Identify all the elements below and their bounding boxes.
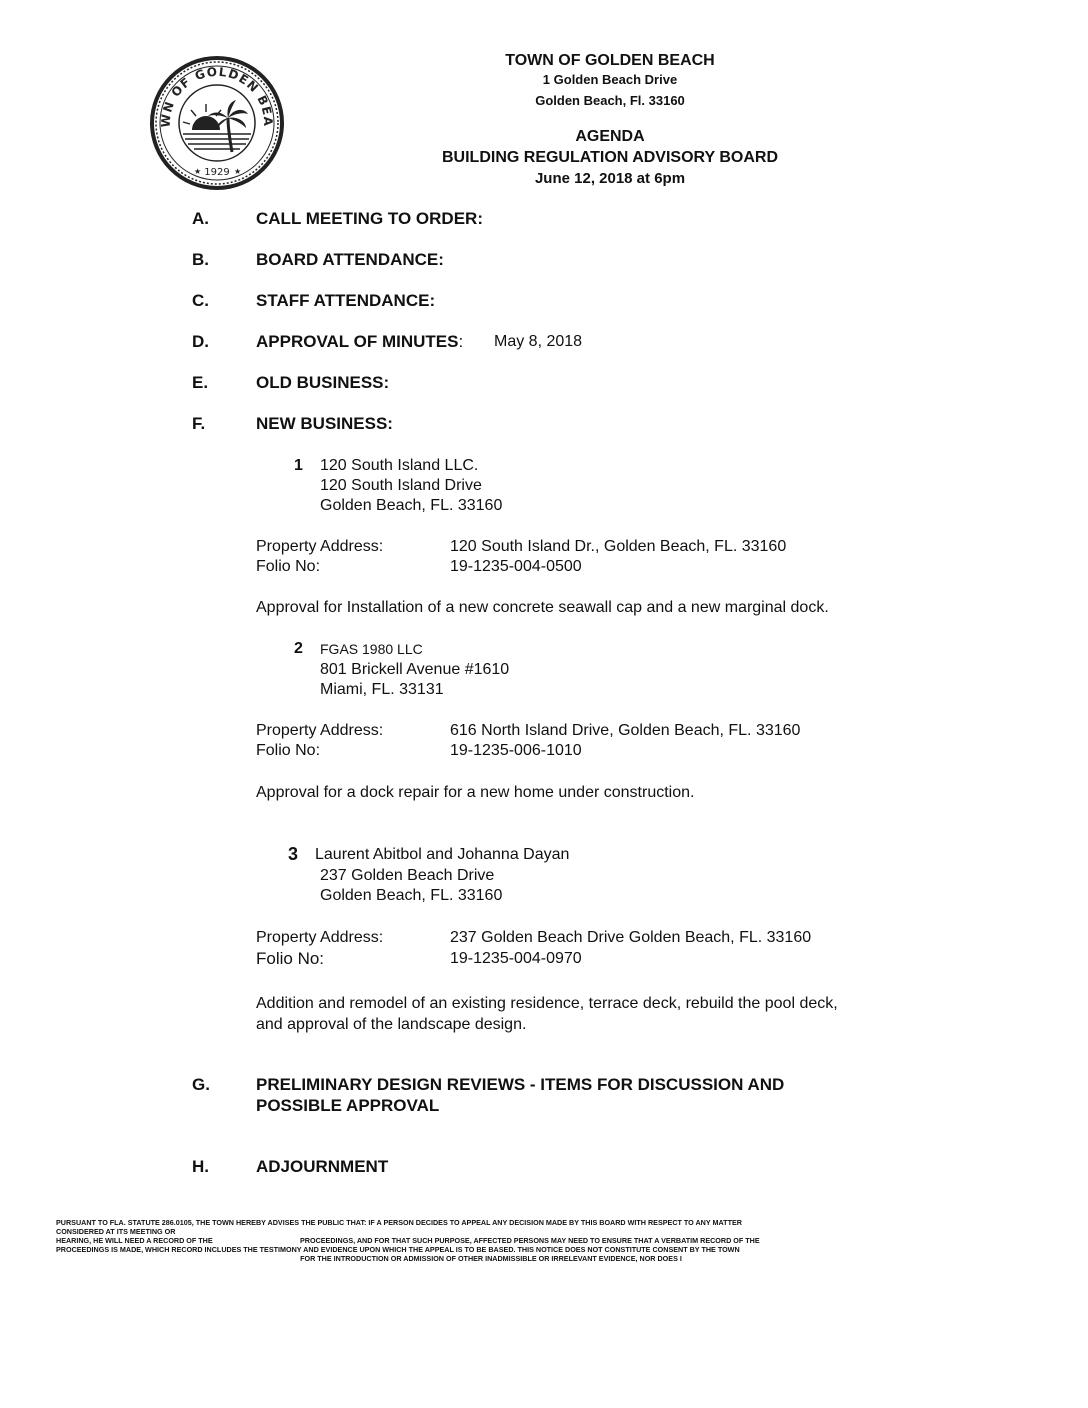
legal-notice-line3a: HEARING, HE WILL NEED A RECORD OF THE: [56, 1236, 213, 1245]
agenda-title: AGENDA: [575, 128, 645, 145]
section-h-letter: H.: [192, 1157, 209, 1176]
item-2-folio-label: Folio No:: [256, 742, 321, 759]
item-2-property-address: 616 North Island Drive, Golden Beach, FL. 33160: [450, 722, 801, 739]
item-1-folio-label: Folio No:: [256, 558, 321, 575]
item-1-owner-street: 120 South Island Drive: [320, 477, 482, 494]
section-g-title-line1: PRELIMINARY DESIGN REVIEWS - ITEMS FOR DISCUSSION AND: [256, 1075, 785, 1094]
item-1-description: Approval for Installation of a new concrete seawall cap and a new marginal dock.: [256, 599, 829, 616]
town-seal-graphic: [148, 54, 286, 192]
section-g-title-line2: POSSIBLE APPROVAL: [256, 1096, 440, 1115]
section-b-letter: B.: [192, 250, 209, 269]
legal-notice-line3b: PROCEEDINGS, AND FOR THAT SUCH PURPOSE, AFFECTED PERSONS MAY NEED TO ENSURE THAT A VERBATIM RECORD OF THE: [300, 1236, 760, 1245]
section-c-title: STAFF ATTENDANCE:: [256, 291, 436, 310]
item-2-folio-number: 19-1235-006-1010: [450, 742, 582, 759]
section-f-letter: F.: [192, 414, 206, 433]
item-3-property-address: 237 Golden Beach Drive Golden Beach, FL. 33160: [450, 929, 812, 946]
item-2-owner: FGAS 1980 LLC: [320, 641, 423, 657]
section-d-letter: D.: [192, 332, 209, 351]
section-a-letter: A.: [192, 209, 209, 228]
item-2-owner-street: 801 Brickell Avenue #1610: [320, 661, 510, 678]
item-1-property-label: Property Address:: [256, 538, 384, 555]
item-1-owner: 120 South Island LLC.: [320, 457, 479, 474]
section-d-colon: :: [458, 332, 464, 351]
item-3-owner: Laurent Abitbol and Johanna Dayan: [315, 846, 570, 863]
svg-text:★: ★: [234, 167, 242, 176]
town-city: Golden Beach, Fl. 33160: [535, 93, 685, 108]
town-street: 1 Golden Beach Drive: [542, 72, 678, 87]
town-name: TOWN OF GOLDEN BEACH: [505, 52, 715, 69]
section-c-letter: C.: [192, 291, 209, 310]
item-3-description-line1: Addition and remodel of an existing residence, terrace deck, rebuild the pool deck,: [256, 995, 838, 1012]
section-d-title: APPROVAL OF MINUTES: [256, 332, 459, 351]
item-3-number: 3: [288, 844, 299, 864]
board-name: BUILDING REGULATION ADVISORY BOARD: [441, 149, 778, 166]
item-3-folio-label: Folio No:: [256, 949, 325, 968]
meeting-date: June 12, 2018 at 6pm: [534, 170, 686, 187]
legal-notice-line4: PROCEEDINGS IS MADE, WHICH RECORD INCLUDES THE TESTIMONY AND EVIDENCE UPON WHICH THE APPEAL IS TO BE BASED. THIS NOTICE DOES NOT CONSTITUTE CONSENT BY THE TOWN: [56, 1245, 740, 1254]
item-1-folio-number: 19-1235-004-0500: [450, 558, 582, 575]
seal-text: WN OF GOLDEN BEA: [158, 64, 276, 128]
svg-text:★: ★: [194, 167, 202, 176]
item-2-number: 2: [294, 640, 303, 657]
section-f-title: NEW BUSINESS:: [256, 414, 393, 433]
minutes-date: May 8, 2018: [494, 333, 583, 350]
section-g-letter: G.: [192, 1075, 210, 1094]
item-1-property-address: 120 South Island Dr., Golden Beach, FL. 33160: [450, 538, 787, 555]
item-1-number: 1: [294, 457, 303, 474]
item-3-property-label: Property Address:: [256, 929, 384, 946]
item-3-description-line2: and approval of the landscape design.: [256, 1016, 527, 1033]
item-2-description: Approval for a dock repair for a new home under construction.: [256, 784, 695, 801]
item-2-owner-city: Miami, FL. 33131: [320, 681, 444, 698]
legal-notice-line1: PURSUANT TO FLA. STATUTE 286.0105, THE TOWN HEREBY ADVISES THE PUBLIC THAT: IF A PERSON DECIDES TO APPEAL ANY DECISION MADE BY THIS BOARD WITH RESPECT TO ANY MATTER: [56, 1218, 742, 1227]
town-seal: [148, 54, 286, 192]
section-a-title: CALL MEETING TO ORDER:: [256, 209, 483, 228]
legal-notice-line5: FOR THE INTRODUCTION OR ADMISSION OF OTHER INADMISSIBLE OR IRRELEVANT EVIDENCE, NOR DOES I: [300, 1254, 682, 1263]
section-e-title: OLD BUSINESS:: [256, 373, 390, 392]
item-3-owner-street: 237 Golden Beach Drive: [320, 867, 495, 884]
item-2-property-label: Property Address:: [256, 722, 384, 739]
section-d-row: [256, 332, 463, 352]
item-3-folio-number: 19-1235-004-0970: [450, 950, 582, 967]
section-b-title: BOARD ATTENDANCE:: [256, 250, 444, 269]
section-h-title: ADJOURNMENT: [256, 1157, 389, 1176]
item-3-owner-city: Golden Beach, FL. 33160: [320, 887, 503, 904]
seal-year: 1929: [204, 167, 230, 178]
legal-notice-line2: CONSIDERED AT ITS MEETING OR: [56, 1227, 176, 1236]
item-1-owner-city: Golden Beach, FL. 33160: [320, 497, 503, 514]
section-e-letter: E.: [192, 373, 209, 392]
